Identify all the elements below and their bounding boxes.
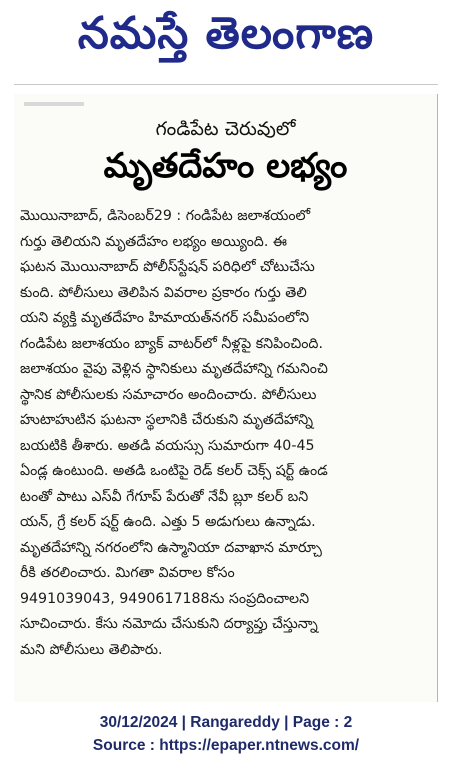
article-line: హుటాహుటిన ఘటనా స్థలానికి చేరుకుని మృతదేహాన్ని (20, 412, 314, 428)
article-line: ఏండ్ల ఉంటుంది. అతడి ఒంటిపై రెడ్ కలర్ చెక్స్ షర్ట్ ఉండ (20, 463, 328, 479)
article-body (20, 204, 427, 663)
footer-source: Source : https://epaper.ntnews.com/ (92, 737, 360, 754)
footer-edition-info: 30/12/2024 | Rangareddy | Page : 2 (99, 714, 353, 731)
masthead-divider (14, 84, 438, 85)
article-kicker: గండిపేట చెరువులో (155, 118, 296, 140)
article-line: గండిపేట జలాశయం బ్యాక్ వాటర్‌లో నీళ్లపై కనిపించింది. (20, 335, 323, 352)
article-line: గుర్తు తెలియని మృతదేహం లభ్యం అయ్యింది. ఈ (20, 233, 287, 250)
article-line: యన్, గ్రే కలర్ షర్ట్ ఉంది. ఎత్తు 5 అడుగులు ఉన్నాడు. (20, 514, 316, 530)
article-line: రీకి తరలించారు. మిగతా వివరాల కోసం (20, 565, 235, 581)
article-headline: మృతదేహం లభ్యం (103, 146, 348, 186)
article-line: టంతో పాటు ఎస్‌వీ గేగూప్ పేరుతో నేవీ బ్లూ కలర్ బని (20, 488, 309, 505)
article-line: జలాశయం వైపు వెళ్లిన స్థానికులు మృతదేహాన్ని గమనించి (20, 361, 328, 377)
article-line: 9491039043, 9490617188ను సంప్రదించాలని (20, 590, 310, 607)
masthead (0, 0, 452, 78)
article-line: ఘటన మొయినాబాద్ పోలీస్‌స్టేషన్ పరిధిలో చోటుచేసు (20, 259, 315, 275)
article-line: బయటికి తీశారు. అతడి వయస్సు సుమారుగా 40-45 (20, 437, 315, 454)
article-line: సూచించారు. కేసు నమోదు చేసుకుని దర్యాప్తు చేస్తున్నా (20, 616, 318, 632)
print-smudge (24, 102, 84, 106)
article-clipping (14, 94, 438, 702)
article-line: కుంది. పోలీసులు తెలిపిన వివరాల ప్రకారం గుర్తు తెలి (20, 284, 307, 301)
article-line: యని వ్యక్తి మృతదేహం హిమాయత్‌నగర్ సమీపంలోని (20, 310, 310, 326)
article-line: స్థానిక పోలీసులకు సమాచారం అందించారు. పోలీసులు (20, 386, 317, 403)
article-line: మని పోలీసులు తెలిపారు. (20, 641, 163, 658)
article-line: మృతదేహాన్ని నగరంలోని ఉస్మానియా దవాఖాన మార్చూ (20, 539, 322, 556)
article-line: మొయినాబాద్, డిసెంబర్29 : గండిపేట జలాశయంలో (20, 208, 311, 224)
newspaper-title: నమస్తే తెలంగాణ (77, 8, 375, 59)
